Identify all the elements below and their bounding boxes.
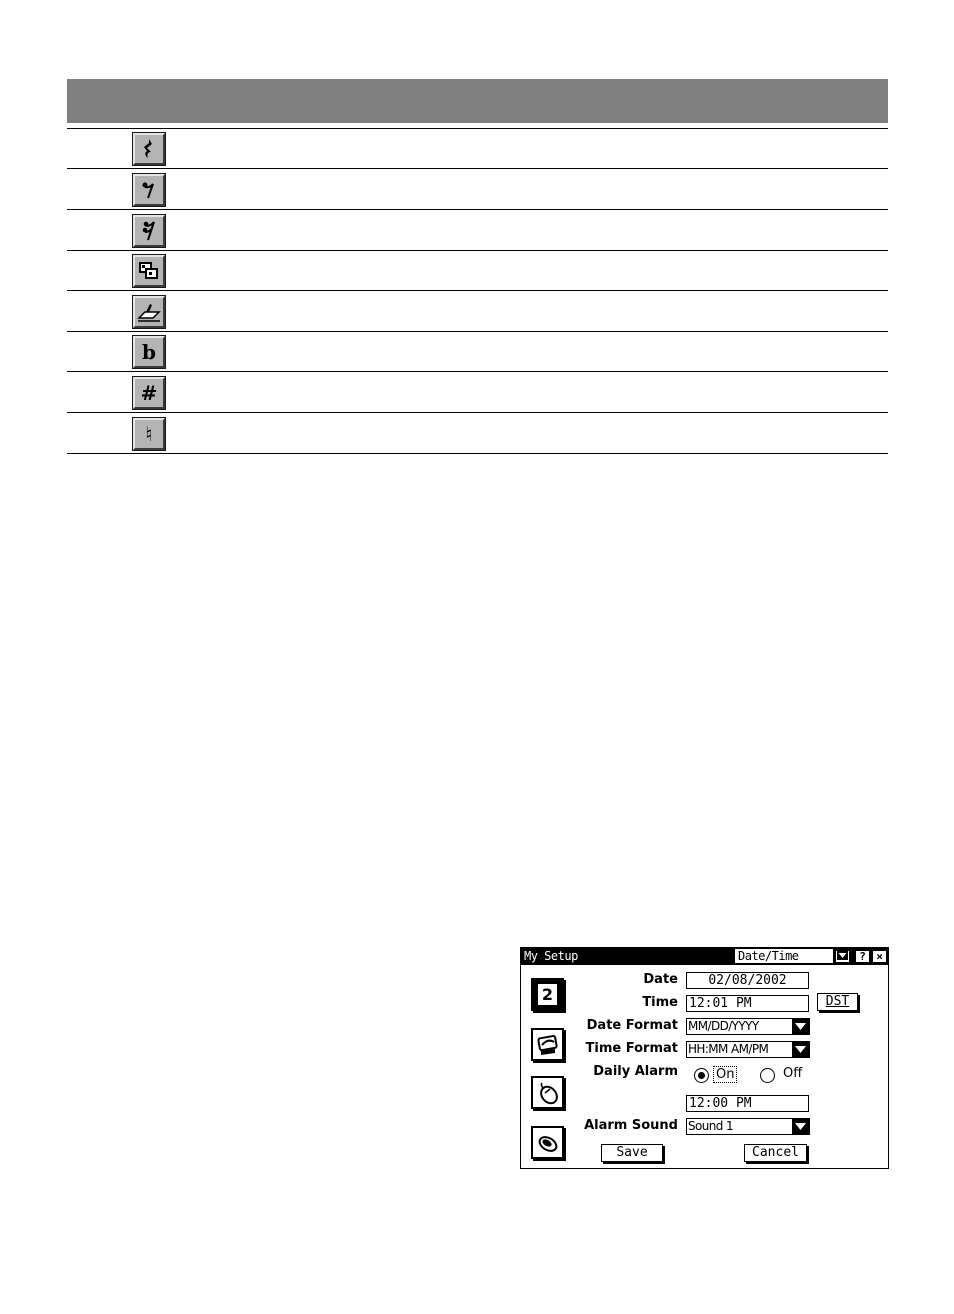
date-format-value: MM/DD/YYYY [688, 1019, 759, 1033]
time-format-select[interactable] [686, 1041, 810, 1058]
alarm-off-label[interactable]: Off [783, 1066, 803, 1081]
alarm-off-radio[interactable] [760, 1068, 775, 1083]
dst-label: DST [825, 994, 850, 1009]
save-label: Save [616, 1145, 648, 1160]
table-row [67, 170, 888, 210]
date-label: Date [643, 972, 678, 987]
flat-glyph: b [142, 340, 156, 364]
sharp-glyph: # [140, 381, 158, 405]
help-icon: ? [859, 950, 866, 963]
section-label: Date/Time [738, 949, 799, 963]
close-icon: × [876, 950, 883, 963]
time-format-value: HH:MM AM/PM [688, 1042, 769, 1056]
my-setup-window [520, 947, 889, 1169]
flat-icon [133, 336, 165, 368]
quarter-rest-icon [133, 133, 165, 165]
date-field[interactable]: 02/08/2002 [686, 972, 809, 989]
natural-glyph: ♮ [145, 422, 153, 446]
alarm-time-field[interactable]: 12:00 PM [686, 1095, 809, 1112]
chevron-down-icon [792, 1042, 809, 1057]
table-row [67, 292, 888, 332]
cancel-button[interactable] [744, 1144, 807, 1162]
mouse-icon[interactable] [531, 1076, 564, 1109]
date-format-label: Date Format [586, 1018, 678, 1033]
date-glyph: 2 [538, 984, 557, 1005]
alarm-on-label[interactable]: On [713, 1066, 737, 1083]
sharp-icon [133, 377, 165, 409]
table-row [67, 251, 888, 291]
alarm-on-radio[interactable] [694, 1068, 709, 1083]
cancel-label: Cancel [752, 1145, 799, 1160]
copy-icon [133, 255, 165, 287]
chevron-down-icon [792, 1119, 809, 1134]
dst-button[interactable] [817, 993, 858, 1011]
window-title: My Setup [524, 949, 578, 963]
alarm-sound-label: Alarm Sound [584, 1118, 678, 1133]
alarm-sound-value: Sound 1 [688, 1119, 734, 1133]
save-button[interactable] [601, 1144, 663, 1162]
time-field[interactable]: 12:01 PM [686, 995, 809, 1012]
chevron-down-icon [837, 951, 848, 960]
date-format-select[interactable] [686, 1018, 810, 1035]
table-row [67, 373, 888, 413]
table-row [67, 414, 888, 454]
section-dropdown-button[interactable] [835, 950, 850, 963]
daily-alarm-label: Daily Alarm [593, 1064, 678, 1079]
close-button[interactable] [872, 950, 887, 963]
time-label: Time [642, 995, 678, 1010]
eighth-rest-icon [133, 174, 165, 206]
time-format-label: Time Format [585, 1041, 678, 1056]
natural-icon [133, 418, 165, 450]
section-dropdown[interactable] [735, 949, 833, 963]
alarm-sound-select[interactable] [686, 1118, 810, 1135]
help-button[interactable] [855, 950, 870, 963]
eraser-icon [133, 296, 165, 328]
table-row [67, 332, 888, 372]
sixteenth-rest-icon [133, 215, 165, 247]
table-header [67, 79, 888, 123]
table-row [67, 211, 888, 251]
title-bar [521, 948, 888, 965]
chevron-down-icon [792, 1019, 809, 1034]
table-row [67, 129, 888, 169]
